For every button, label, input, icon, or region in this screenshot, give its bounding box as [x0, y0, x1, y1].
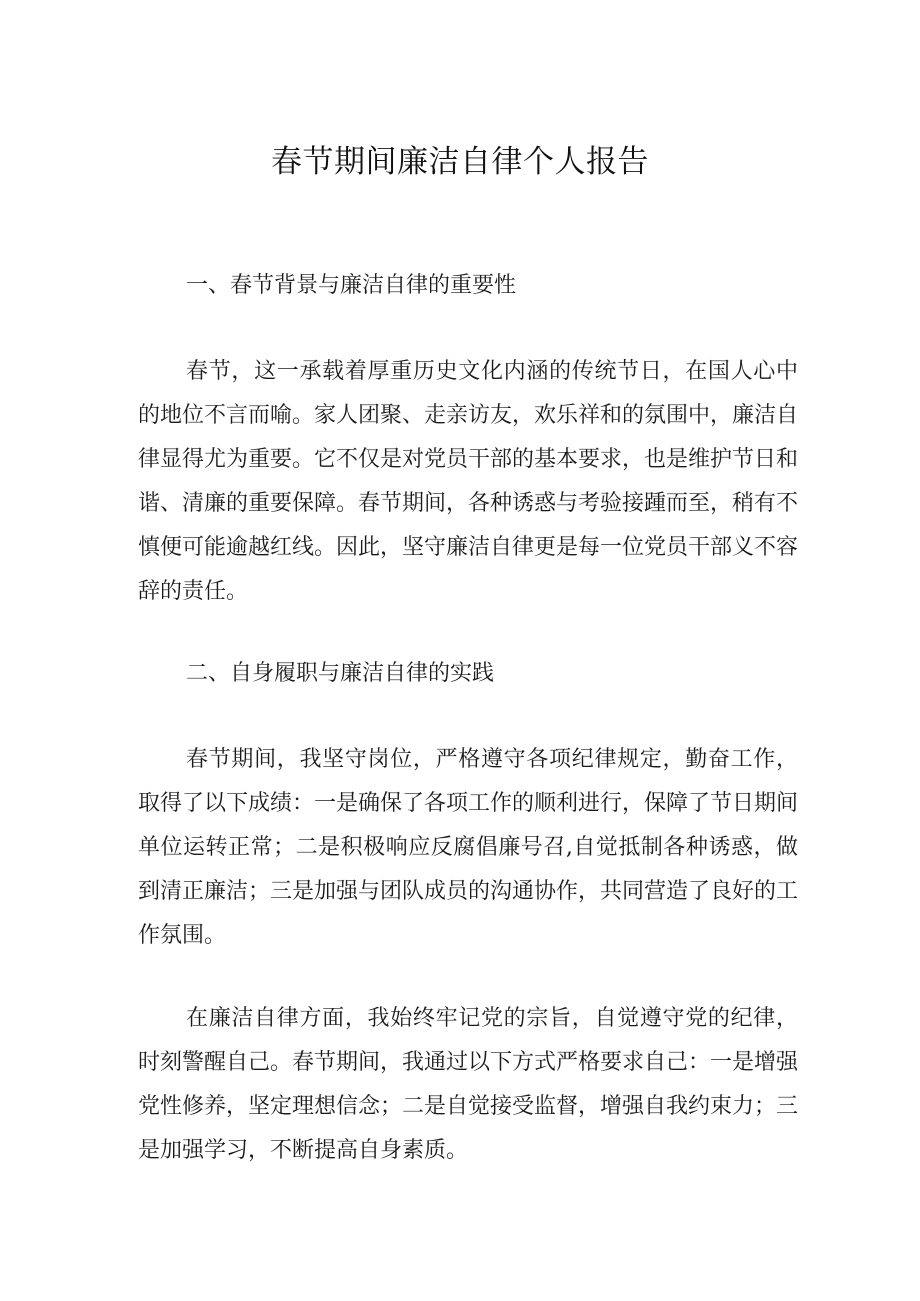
section-2-paragraph-2: 在廉洁自律方面，我始终牢记党的宗旨，自觉遵守党的纪律，时刻警醒自己。春节期间，我通过以下方式严格要求自己：一是增强党性修养，坚定理想信念；二是自觉接受监督，增强自我约束力；三是加强学习，不断提高自身素质。 [138, 1006, 799, 1163]
section-heading-1: 一、春节背景与廉洁自律的重要性 [186, 273, 517, 298]
section-heading-2: 二、自身履职与廉洁自律的实践 [186, 661, 495, 686]
section-1-paragraph-1: 春节，这一承载着厚重历史文化内涵的传统节日，在国人心中的地位不言而喻。家人团聚、走亲访友，欢乐祥和的氛围中，廉洁自律显得尤为重要。它不仅是对党员干部的基本要求，也是维护节日和谐、清廉的重要保障。春节期间，各种诱惑与考验接踵而至，稍有不慎便可能逾越红线。因此，坚守廉洁自律更是每一位党员干部义不容辞的责任。 [138, 359, 799, 604]
section-2-paragraph-1: 春节期间，我坚守岗位，严格遵守各项纪律规定，勤奋工作，取得了以下成绩：一是确保了各项工作的顺利进行，保障了节日期间单位运转正常；二是积极响应反腐倡廉号召,自觉抵制各种诱惑，做到清正廉洁；三是加强与团队成员的沟通协作，共同营造了良好的工作氛围。 [138, 747, 799, 948]
document-title: 春节期间廉洁自律个人报告 [271, 144, 649, 180]
